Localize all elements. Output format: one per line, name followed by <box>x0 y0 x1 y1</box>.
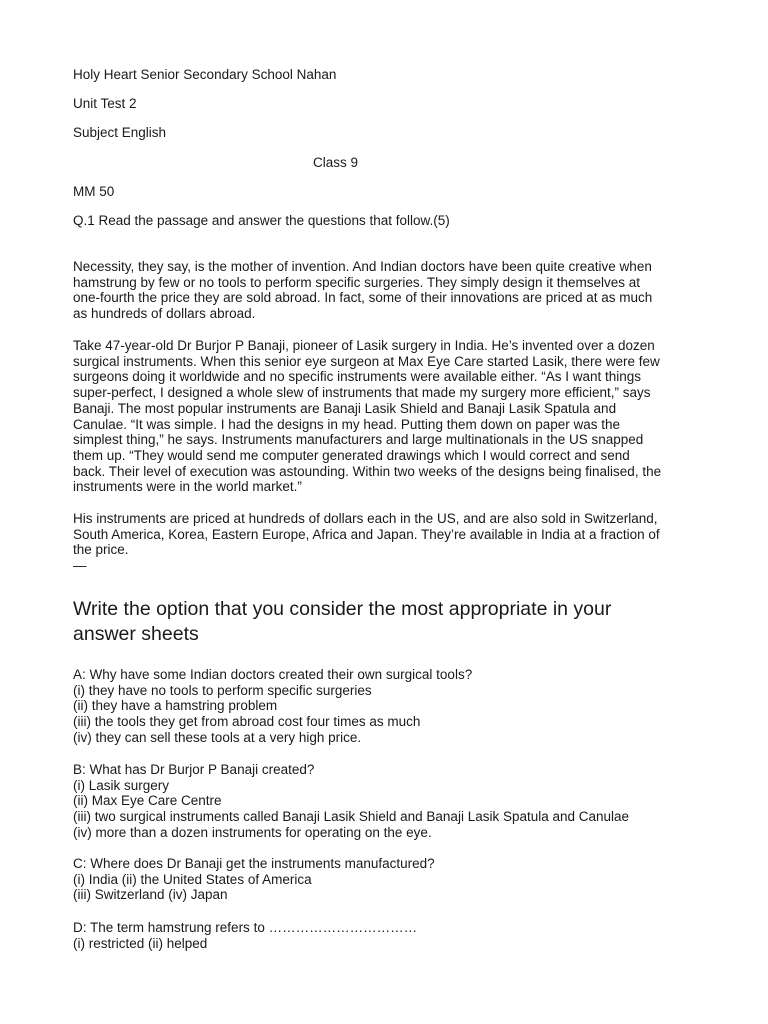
question-stem: C: Where does Dr Banaji get the instruments manufactured? <box>73 856 435 871</box>
passage-line: Take 47-year-old Dr Burjor P Banaji, pioneer of Lasik surgery in India. He’s invented over a dozen <box>73 338 655 353</box>
school-name: Holy Heart Senior Secondary School Nahan <box>73 67 337 82</box>
instruction-line: Write the option that you consider the most appropriate in your <box>73 598 612 620</box>
question-stem: D: The term hamstrung refers to …………………………… <box>73 920 418 935</box>
passage-line: surgeons doing it worldwide and no specific instruments were available either. “As I want things <box>73 369 642 385</box>
passage-line: the price. <box>73 542 129 558</box>
question-stem: B: What has Dr Burjor P Banaji created? <box>73 762 315 777</box>
question-d <box>73 920 417 951</box>
question-stem: A: Why have some Indian doctors created their own surgical tools? <box>73 667 473 682</box>
passage-line: Canulae. “It was simple. I had the designs in my head. Putting them down on paper was the <box>73 416 621 432</box>
passage-line: instruments were in the world market.” <box>73 479 302 495</box>
answer-option: (i) India (ii) the United States of America <box>73 871 312 887</box>
subject-line: Subject English <box>73 125 167 140</box>
passage-line: South America, Korea, Eastern Europe, Africa and Japan. They’re available in India at a fraction of <box>73 526 660 542</box>
answer-option: (iv) they can sell these tools at a very high price. <box>73 729 362 745</box>
answer-option: (i) Lasik surgery <box>73 777 170 793</box>
passage-paragraph-3 <box>73 511 705 574</box>
passage-paragraph-2 <box>73 338 705 495</box>
answer-option: (ii) they have a hamstring problem <box>73 698 278 714</box>
question-one-prompt: Q.1 Read the passage and answer the questions that follow.(5) <box>73 213 450 228</box>
passage-line: them up. “They would send me computer generated drawings which I would correct and send <box>73 447 630 463</box>
instruction-line: answer sheets <box>73 622 199 645</box>
passage-line: Necessity, they say, is the mother of invention. And Indian doctors have been quite creative when <box>73 259 652 274</box>
instruction-heading <box>73 597 713 646</box>
answer-option: (iv) more than a dozen instruments for operating on the eye. <box>73 824 432 840</box>
answer-option: (iii) Switzerland (iv) Japan <box>73 887 228 903</box>
passage-line: back. Their level of execution was astounding. Within two weeks of the designs being finalised, the <box>73 463 662 479</box>
test-title: Unit Test 2 <box>73 96 137 111</box>
passage-paragraph-1 <box>73 259 705 322</box>
answer-option: (ii) Max Eye Care Centre <box>73 793 222 809</box>
passage-line: surgical instruments. When this senior eye surgeon at Max Eye Care started Lasik, there were few <box>73 353 660 369</box>
question-a <box>73 667 472 746</box>
passage-line: as hundreds of dollars abroad. <box>73 306 256 322</box>
answer-option: (i) they have no tools to perform specific surgeries <box>73 682 372 698</box>
max-marks: MM 50 <box>73 184 115 199</box>
class-line: Class 9 <box>313 155 359 170</box>
answer-option: (iii) the tools they get from abroad cost four times as much <box>73 714 421 730</box>
answer-option: (iii) two surgical instruments called Banaji Lasik Shield and Banaji Lasik Spatula and Canulae <box>73 809 630 825</box>
passage-dash: — <box>73 558 87 574</box>
question-c <box>73 856 435 903</box>
answer-option: (i) restricted (ii) helped <box>73 935 208 951</box>
passage-line: simplest thing,” he says. Instruments manufacturers and large multinationals in the US snapped <box>73 432 644 448</box>
passage-line: Banaji. The most popular instruments are Banaji Lasik Shield and Banaji Lasik Spatula and <box>73 400 617 416</box>
passage-line: super-perfect, I designed a whole slew of instruments that made my surgery more efficient,” says <box>73 385 651 401</box>
question-b <box>73 762 629 841</box>
passage-line: His instruments are priced at hundreds of dollars each in the US, and are also sold in Switzerland, <box>73 511 658 526</box>
passage-line: hamstrung by few or no tools to perform specific surgeries. They simply design it themselves at <box>73 274 640 290</box>
passage-line: one-fourth the price they are sold abroad. In fact, some of their innovations are priced at as much <box>73 290 653 306</box>
